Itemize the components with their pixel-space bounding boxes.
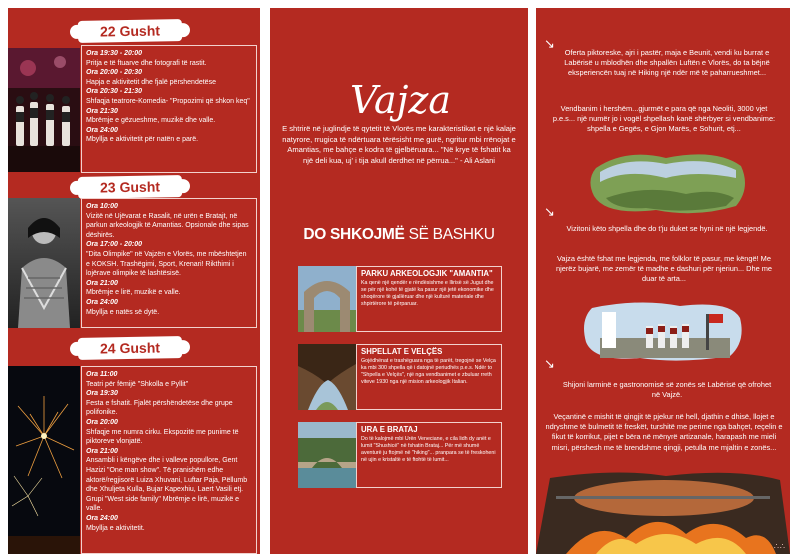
time-label: Ora 21:00 xyxy=(86,279,118,287)
card-desc: Do të kalojmë mbi Urën Veneciane, e cila lidh dy anët e lumit "Shushicë" në fshatin Brataj... Për më shumë aventurë ju ftojmë në "hiking"... pranpara se të freskoheni në ujin e kristaltë e të ftohtë të lumit... xyxy=(361,436,496,463)
text-hiking: Oferta piktoreske, ajri i pastër, maja e Beunit, vendi ku burrat e Labërisë u mblodhën dhe shpallën Luftën e Vlorës, do ta bëjnë eksperiencën tuaj në Hiking një ndër më të paharrueshmet... xyxy=(564,48,770,78)
event-desc: Ansambli i këngëve dhe i valleve popullore, Gent Hazizi "One man show". Të pranishëm edhe aktorë/regjisorë Luiza Xhuvani, Luftar Paja, Pëllumb dhe Xhuljeta Kulla, Bujar Kapexhiu, Laert Vasili etj. Grupi "West side family" Mbrëmje e lirë, muzikë e valle. xyxy=(86,457,248,513)
time-label: Ora 10:00 xyxy=(86,203,118,210)
day-badge-23: 23 Gusht xyxy=(78,175,182,199)
intro-panel xyxy=(270,8,528,554)
time-label: Ora 19:30 xyxy=(86,390,118,398)
day-badge-22: 22 Gusht xyxy=(78,19,182,43)
heading-light: SË BASHKU xyxy=(408,226,495,243)
schedule-box-22 xyxy=(81,45,257,173)
card-desc: Ka qenë një qendër e rëndësishme e Ilirisë së Jugut dhe se për një kohë të gjatë ka pasur një jetë ekonomike dhe shoqërore të gjallëruar dhe një kulturë materiale dhe shpirtërore të përparuar. xyxy=(361,280,494,307)
event-desc: Vizitë në Ujëvarat e Rasalit, në urën e Bratajt, në parkun arkeologjik të Amantias. Opsionale dhe sipas dëshirës. xyxy=(86,212,249,239)
card-title: SHPELLAT E VELÇËS xyxy=(361,347,443,356)
event-desc: Festa e fshatit. Fjalët përshëndetëse dhe grupe polifonike. xyxy=(86,399,233,417)
event-desc: Mbrëmje e gëzueshme, muzikë dhe valle. xyxy=(86,117,216,125)
time-label: Ora 21:00 xyxy=(86,447,118,455)
schedule-box-23 xyxy=(81,198,257,328)
event-desc: Mbyllja e aktivitetit. xyxy=(86,524,145,532)
fireworks-photo xyxy=(8,366,80,554)
stone-arch-photo xyxy=(298,266,356,332)
card-brataj-bridge xyxy=(298,422,502,488)
card-text-box xyxy=(356,422,502,488)
text-dishes: Veçantinë e mishit të qingjit të pjekur në hell, djathin e dhisë, llojet e ndryshme të bulmetit të freskët, turshitë me perime nga bahçet, reçelin e fikut të korrikut, pijet e bëra në mënyrë artizanale, harapash me mieli misri, përshesh me të brendshme qingji, petulla me mjaltin e zonës... xyxy=(545,412,783,452)
schedule-box-24 xyxy=(81,366,257,554)
time-label: Ora 11:00 xyxy=(86,371,118,378)
folk-dancers-photo xyxy=(8,48,80,172)
event-desc: Mbyllja e natës së dytë. xyxy=(86,308,160,316)
text-gastronomy: Shijoni larminë e gastronomisë së zonës së Labërisë që ofrohet në Vajzë. xyxy=(562,380,772,400)
event-desc: Shfaqje me numra cirku. Ekspozitë me punime të piktoreve vlonjatë. xyxy=(86,428,239,446)
intro-text: E shtrirë në juglindje të qytetit të Vlorës me karakteristikat e një kalaje natyrore, rrugica të ndërtuara tërësisht me gurë, ngritur mbi rrënojat e Amantias, me bahçe e kodra të gjelbëruara... "Në krye të fshatit ka një deli kua, uj' i tija akull derdhet në përrua..." - Ali Aslani xyxy=(282,124,516,165)
time-label: Ora 20:00 xyxy=(86,418,118,426)
text-legends: Vajza është fshat me legjenda, me folklor të pasur, me këngë! Me njerëz bujarë, me zemër të madhe e dashuri për njeriun... Dhe me duar të arta... xyxy=(555,254,773,284)
green-hills-photo xyxy=(586,148,748,216)
arrow-icon: ↘ xyxy=(544,36,555,51)
stone-bridge-photo xyxy=(298,422,356,488)
card-text-box xyxy=(356,266,502,332)
cave-photo xyxy=(298,344,356,410)
time-label: Ora 24:00 xyxy=(86,298,118,306)
event-desc: Mbyllja e aktivitetit për natën e parë. xyxy=(86,136,199,144)
time-label: Ora 20:00 - 20:30 xyxy=(86,69,143,77)
text-settlement: Vendbanim i hershëm...gjurmët e para që nga Neoliti, 3000 vjet p.e.s... një numër jo i vogël shpellash kanë shërbyer si vendbanime: shpella e Gegës, e Gjon Marës, e Sohurit, etj... xyxy=(552,104,776,134)
card-text-box xyxy=(356,344,502,410)
woman-portrait-photo xyxy=(8,198,80,328)
schedule-panel xyxy=(8,8,260,554)
time-label: Ora 17:00 - 20:00 xyxy=(86,241,143,249)
time-label: Ora 24:00 xyxy=(86,126,118,134)
event-desc: Shfaqja teatrore-Komedia- "Propozimi që shkon keq" xyxy=(86,97,250,105)
decorative-dots: ∴∴ xyxy=(773,542,786,551)
day-badge-24: 24 Gusht xyxy=(78,336,182,360)
signature-title: Vajza xyxy=(350,78,452,122)
event-desc: Mbrëmje e lirë, muzikë e valle. xyxy=(86,289,181,297)
time-label: Ora 19:30 - 20:00 xyxy=(86,50,143,57)
time-label: Ora 20:30 - 21:30 xyxy=(86,88,143,96)
time-label: Ora 21:30 xyxy=(86,107,118,115)
card-desc: Gojëdhënat e trashëguara nga të parët, tregojnë se Velça ka mbi 300 shpella që i datojnë periudhës p.e.s. Ndër to "Shpella e Velçës", një nga vendbanimet e zbuluar rreth viteve 1930 nga një mision arkeologjik Italian. xyxy=(361,358,496,385)
card-title: URA E BRATAJ xyxy=(361,425,418,434)
text-caves-visit: Vizitoni këto shpella dhe do t'ju duket se hyni në një legjendë. xyxy=(566,224,768,233)
event-desc: "Dita Olimpike" në Vajzën e Vlorës, me mbështetjen e KOKSH. Trashëgimi, Sport, Krenari! Rikthimi i lojërave olimpike të lashtësisë. xyxy=(86,250,247,278)
event-desc: Pritja e të ftuarve dhe fotografi të rastit. xyxy=(86,59,207,67)
details-panel xyxy=(536,8,790,554)
arrow-icon: ↘ xyxy=(544,356,555,371)
time-label: Ora 24:00 xyxy=(86,514,118,522)
event-desc: Teatri për fëmijë "Shkolla e Pyllit" xyxy=(86,380,189,388)
spit-roast-photo xyxy=(536,468,790,554)
section-heading xyxy=(270,226,528,244)
card-title: PARKU ARKEOLOGJIK "AMANTIA" xyxy=(361,269,493,278)
card-velca-caves xyxy=(298,344,502,410)
event-desc: Hapja e aktivitetit dhe fjalë përshendetëse xyxy=(86,78,216,86)
folk-group-photo xyxy=(580,298,746,364)
card-amantia xyxy=(298,266,502,332)
arrow-icon: ↘ xyxy=(544,204,555,219)
heading-bold: DO SHKOJMË xyxy=(303,226,405,243)
